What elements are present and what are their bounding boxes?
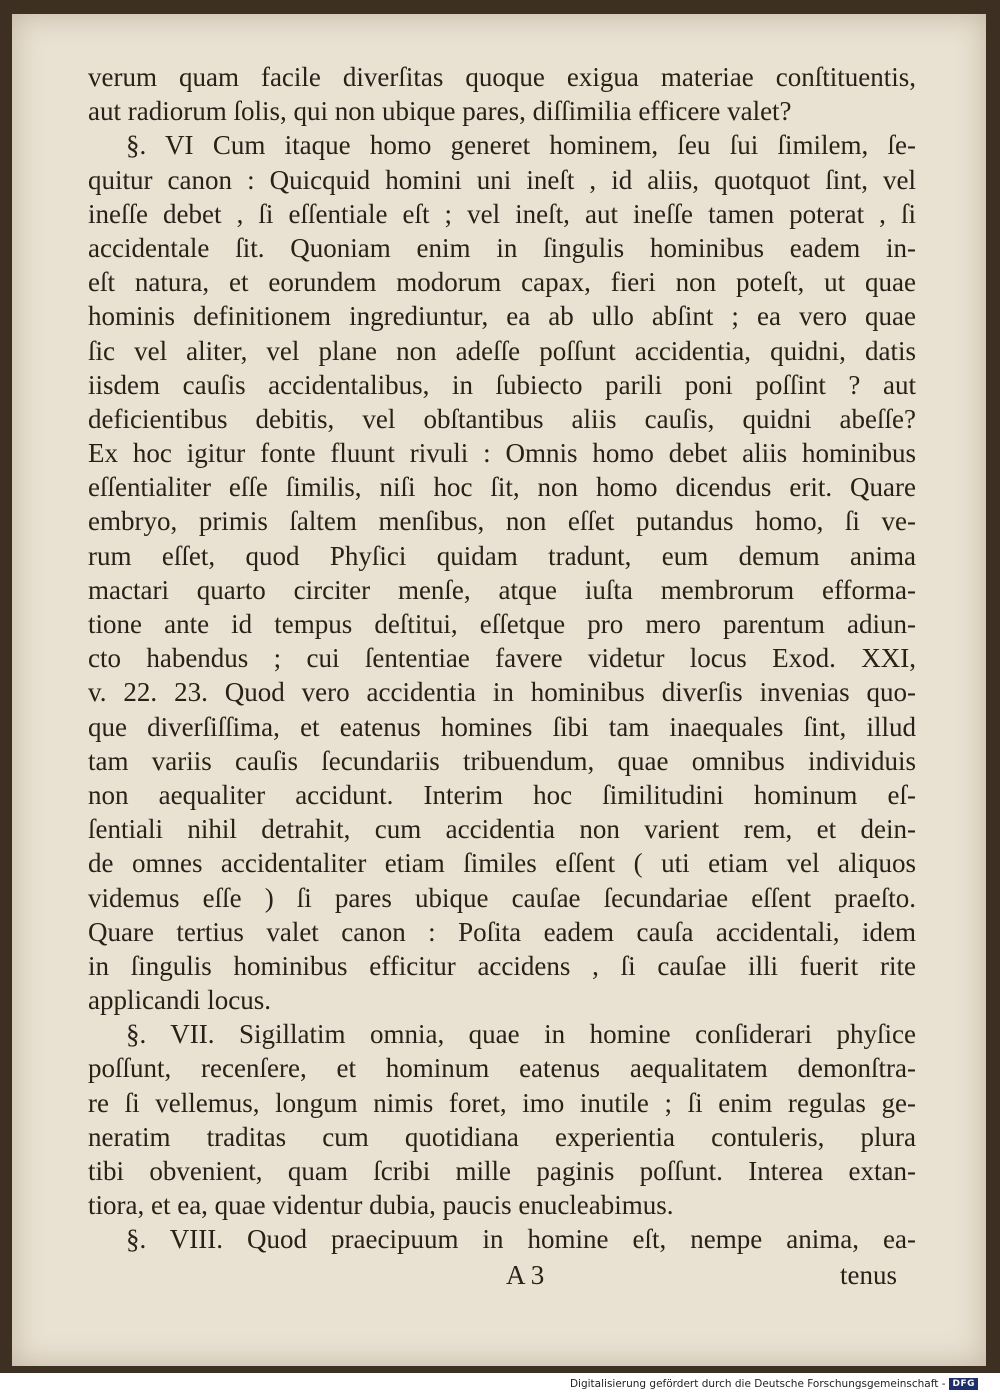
text-line: in ſingulis hominibus efficitur accidens , ſi cauſae illi fuerit rite: [88, 950, 916, 981]
text-line: re ſi vellemus, longum nimis foret, imo inutile ; ſi enim regulas ge-: [88, 1087, 916, 1118]
text-line: eſt natura, et eorundem modorum capax, fieri non poteſt, ut quae: [88, 267, 916, 298]
text-line: tam variis cauſis ſecundariis tribuendum, quae omnibus individuis: [88, 745, 916, 776]
text-line: poſſunt, recenſere, et hominum eatenus aequalitatem demonſtra-: [88, 1053, 916, 1084]
text-line: tiora, et ea, quae videntur dubia, paucis enucleabimus.: [88, 1190, 674, 1221]
text-line: non aequaliter accidunt. Interim hoc ſimilitudini hominum eſ-: [88, 779, 916, 810]
text-line: rum eſſet, quod Phyſici quidam tradunt, eum demum anima: [88, 540, 916, 571]
text-line: hominis definitionem ingrediuntur, ea ab ullo abſint ; ea vero quae: [88, 301, 916, 332]
text-line: embryo, primis ſaltem menſibus, non eſſet putandus homo, ſi ve-: [88, 506, 916, 537]
text-line: aut radiorum ſolis, qui non ubique pares, diſſimilia efficere valet?: [88, 96, 792, 127]
text-line: deficientibus debitis, vel obſtantibus aliis cauſis, quidni abeſſe?: [88, 403, 916, 434]
text-line: eſſentialiter eſſe ſimilis, niſi hoc ſit, non homo dicendus erit. Quare: [88, 472, 916, 503]
text-line: Quare tertius valet canon : Poſita eadem cauſa accidentali, idem: [88, 916, 916, 947]
text-line: §. VI Cum itaque homo generet hominem, ſeu ſui ſimilem, ſe-: [126, 130, 916, 161]
text-line: neratim traditas cum quotidiana experientia contuleris, plura: [88, 1121, 916, 1152]
text-line: que diverſiſſima, et eatenus homines ſibi tam inaequales ſint, illud: [88, 711, 916, 742]
text-line: Ex hoc igitur fonte fluunt rivuli : Omnis homo debet aliis hominibus: [88, 438, 916, 469]
text-line: §. VIII. Quod praecipuum in homine eſt, nempe anima, ea-: [126, 1224, 916, 1255]
text-line: ineſſe debet , ſi eſſentiale eſt ; vel ineſt, aut ineſſe tamen poterat , ſi: [88, 198, 916, 229]
text-line: v. 22. 23. Quod vero accidentia in hominibus diverſis invenias quo-: [88, 677, 916, 708]
text-line: tibi obvenient, quam ſcribi mille paginis poſſunt. Interea extan-: [88, 1156, 916, 1186]
text-line: tione ante id tempus deſtitui, eſſetque pro mero parentum adiun-: [88, 609, 916, 639]
text-line: accidentale ſit. Quoniam enim in ſingulis hominibus eadem in-: [88, 232, 916, 263]
book-page: [12, 14, 986, 1366]
text-line: cto habendus ; cui ſententiae favere videtur locus Exod. XXI,: [88, 643, 916, 674]
text-line: videmus eſſe ) ſi pares ubique cauſae ſecundariae eſſent praeſto.: [88, 882, 916, 913]
text-line: mactari quarto circiter menſe, atque iuſta membrorum efforma-: [88, 574, 916, 605]
text-line: iisdem cauſis accidentalibus, in ſubiecto parili poni poſſint ? aut: [88, 369, 916, 400]
signature-mark: A 3: [506, 1260, 545, 1290]
text-line: verum quam facile diverſitas quoque exigua materiae conſtituentis,: [88, 62, 916, 92]
dfg-logo-icon: DFG: [949, 1378, 978, 1390]
text-line: de omnes accidentaliter etiam ſimiles eſſent ( uti etiam vel aliquos: [88, 848, 916, 879]
text-line: applicandi locus.: [88, 985, 271, 1016]
body-text: [88, 60, 916, 1257]
text-line: ſentiali nihil detrahit, cum accidentia non varient rem, et dein-: [88, 814, 916, 845]
digitization-credit: [570, 1378, 978, 1390]
catchword: tenus: [840, 1260, 897, 1290]
credit-text: Digitalisierung gefördert durch die Deutsche Forschungsgemeinschaft -: [569, 1378, 946, 1390]
text-line: §. VII. Sigillatim omnia, quae in homine conſiderari phyſice: [126, 1019, 916, 1050]
text-line: quitur canon : Quicquid homini uni ineſt , id aliis, quotquot ſint, vel: [88, 164, 916, 195]
text-line: ſic vel aliter, vel plane non adeſſe poſſunt accidentia, quidni, datis: [88, 335, 916, 366]
